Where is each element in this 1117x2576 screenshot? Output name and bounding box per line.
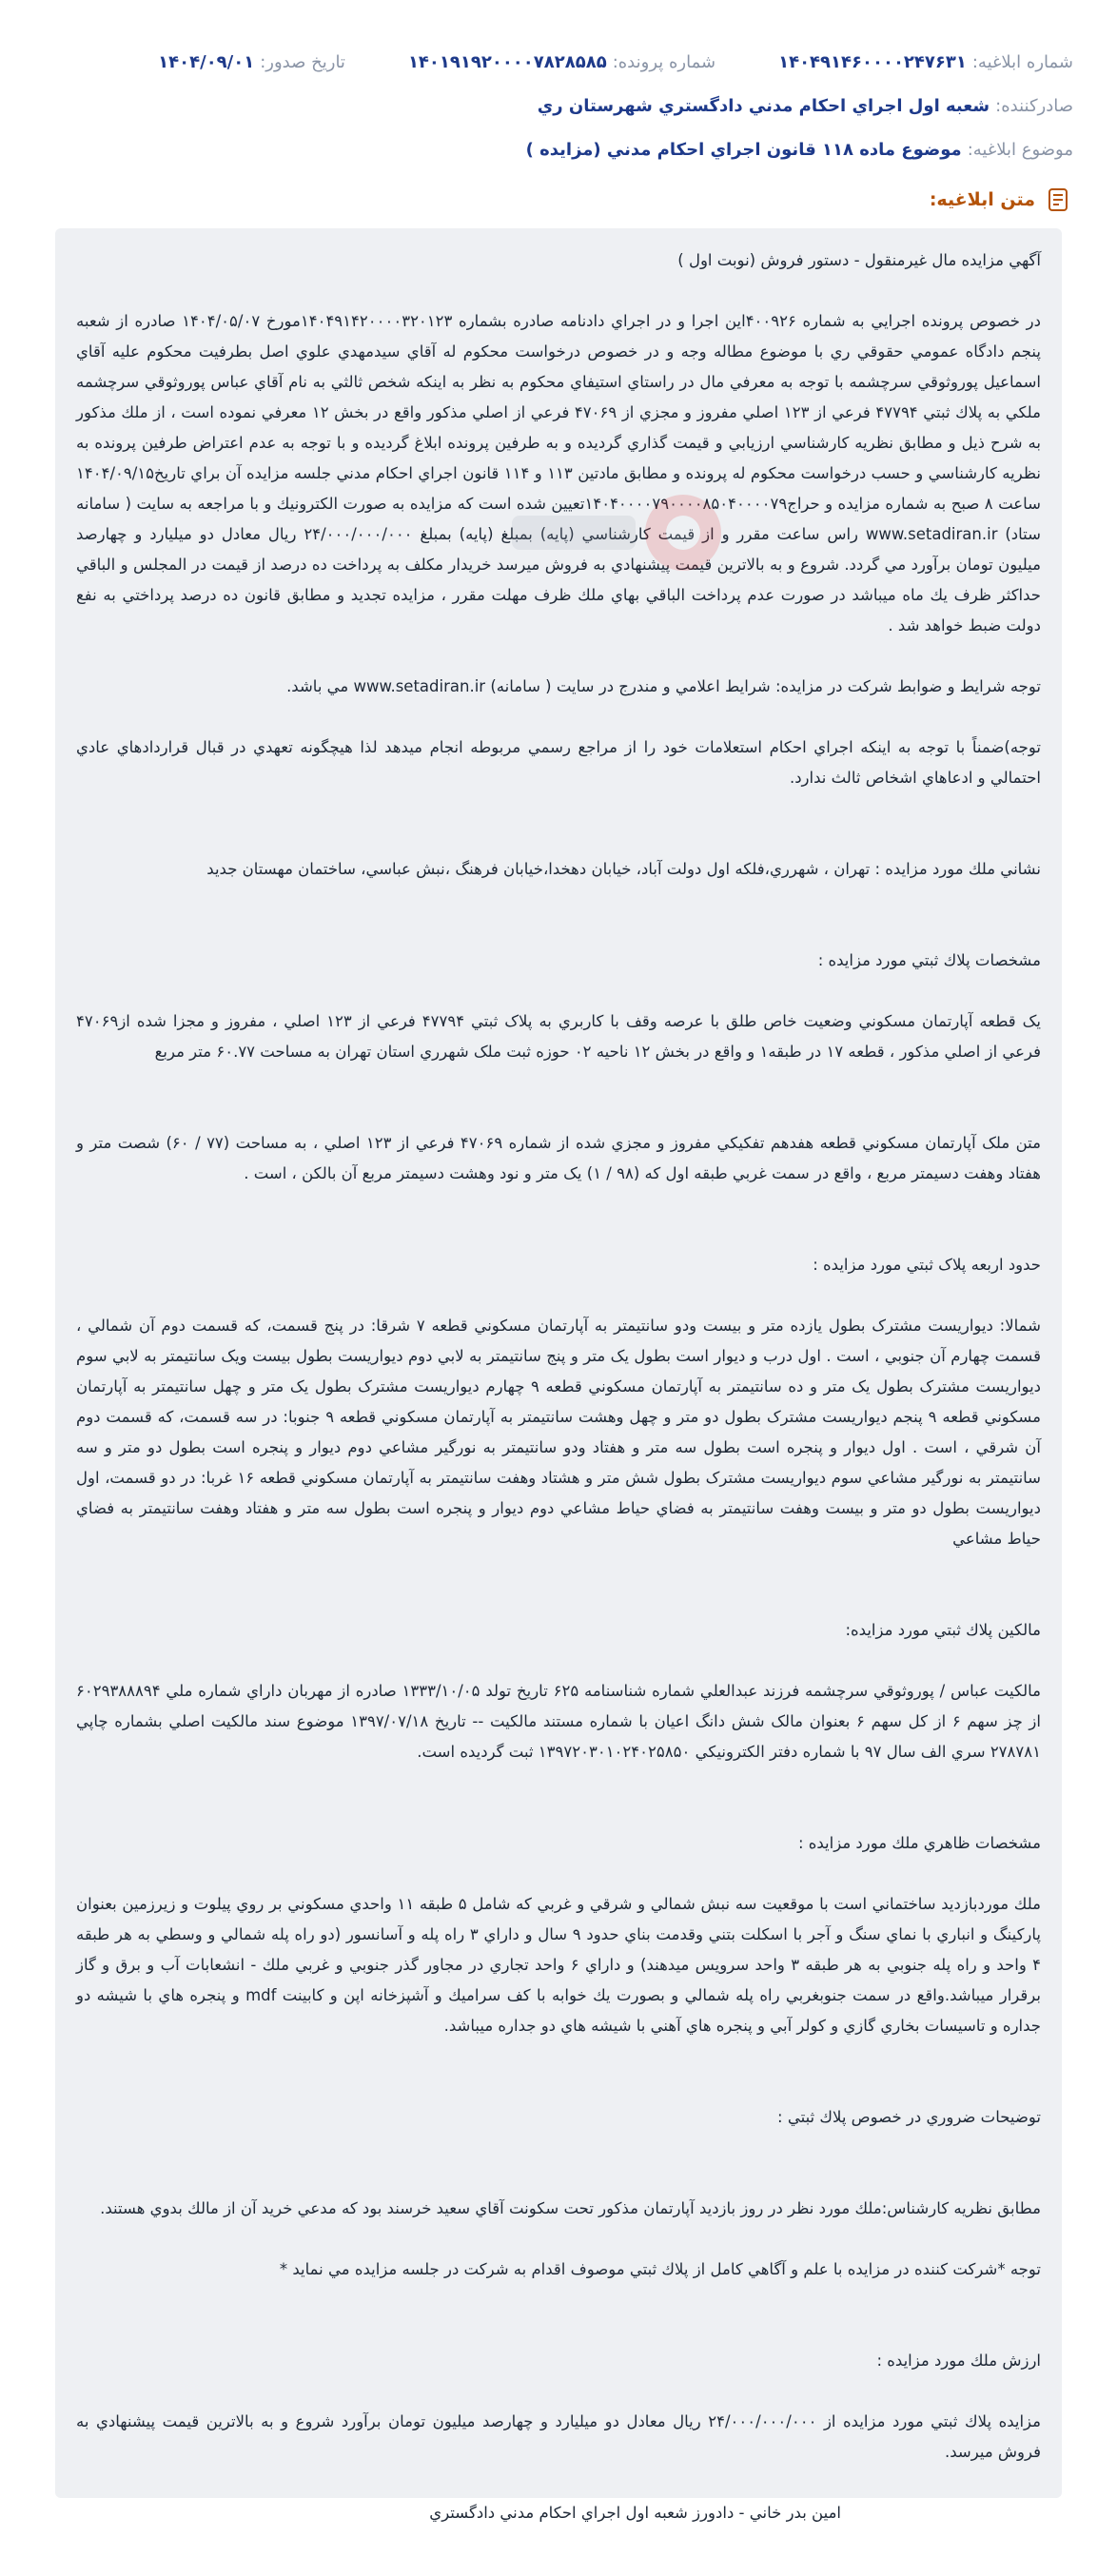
subject-label: موضوع ابلاغيه: xyxy=(967,140,1073,160)
section-title-text: متن ابلاغيه: xyxy=(929,189,1035,210)
notice-number-label: شماره ابلاغيه: xyxy=(971,52,1073,72)
value-text: مزايده پلاك ثبتي مورد مزايده از ۲۴/۰۰۰/۰۰۰/۰۰۰ ريال معادل دو ميليارد و چهارصد ميليون تومان برآورد شروع و به بالاترين قيمت پيشنهادي به فروش ميرسد. xyxy=(76,2412,1041,2461)
owners-heading: مالكين پلاك ثبتي مورد مزايده: xyxy=(845,1621,1041,1639)
value-heading: ارزش ملك مورد مزايده : xyxy=(876,2352,1041,2370)
notes-heading: توضيحات ضروري در خصوص پلاك ثبتي : xyxy=(777,2108,1041,2126)
issue-date-label: تاريخ صدور: xyxy=(260,52,345,72)
disclaimer-paragraph: توجه)ضمناً با توجه به اينكه اجراي احكام استعلامات خود را از مراجع رسمي مربوطه انجام ميدهد لذا هيچگونه تعهدي در قبال قراردادهاي عادي احتمالي و ادعاهاي اشخاص ثالث ندارد. xyxy=(76,738,1041,787)
header-row-issuer xyxy=(44,91,1073,122)
boundaries-heading: حدود اربعه پلاک ثبتي مورد مزايده : xyxy=(813,1256,1041,1274)
issuer-label: صادرکننده: xyxy=(995,96,1073,116)
subject-value: موضوع ماده ۱۱۸ قانون اجراي احكام مدني (مزايده ) xyxy=(525,140,962,160)
header-row-numbers xyxy=(44,48,1073,78)
case-number-field xyxy=(408,48,715,78)
issuer-value: شعبه اول اجراي احكام مدني دادگستري شهرستان ري xyxy=(537,96,990,116)
plate-specs-text: يک قطعه آپارتمان مسکوني وضعيت خاص طلق با عرصه وقف با کاربري به پلاک ثبتي ۴۷۷۹۴ فرعي از ۱۲۳ اصلي ، مفروز و مجزا شده از۴۷۰۶۹ فرعي از اصلي مذکور ، قطعه ۱۷ در طبقه۱ و واقع در بخش ۱۲ ناحيه ۰۲ حوزه ثبت ملک شهرري استان تهران به مساحت ۶۰.۷۷ متر مربع xyxy=(76,1012,1041,1061)
notice-body xyxy=(55,228,1062,2522)
notice-number-field xyxy=(778,48,1073,78)
expert-opinion-text: مطابق نظريه كارشناس:ملك مورد نظر در روز بازديد آپارتمان مذكور تحت سكونت آقاي سعيد خرسند بود كه مدعي خريد آن از مالك بدوي هستند. xyxy=(100,2199,1041,2217)
case-number-label: شماره پرونده: xyxy=(612,52,716,72)
section-title xyxy=(930,186,1071,213)
header-row-subject xyxy=(44,135,1073,166)
auction-heading: آگهي مزايده مال غيرمنقول - دستور فروش (نوبت اول ) xyxy=(677,251,1041,269)
boundaries-text: شمالا: ديواريست مشترک بطول يازده متر و بيست ودو سانتيمتر به آپارتمان مسکوني قطعه ۷ شرقا: در پنج قسمت، که قسمت دوم آن شمالي ، قسمت چهارم آن جنوبي ، است . اول درب و ديوار است بطول يک متر و پنج سانتيمتر به لابي دوم ديواريست بطول بيست ويک سانتيمتر به لابي سوم ديواريست مشترک بطول يک متر و ده سانتيمتر به آپارتمان مسکوني قطعه ۹ چهارم ديواريست مشترک بطول يک متر و چهل سانتيمتر به آپارتمان مسکوني قطعه ۹ پنجم ديواريست مشترک بطول دو متر و چهل وهشت سانتيمتر به آپارتمان مسکوني قطعه ۹ جنوبا: در سه قسمت، که قسمت دوم آن شرقي ، است . اول ديوار و پنجره است بطول سه متر و هفتاد ودو سانتيمتر به نورگير مشاعي دوم ديوار و پنجره است بطول دو متر و سه سانتيمتر به نورگير مشاعي سوم ديواريست مشترک بطول شش متر و هشتاد وهفت سانتيمتر به آپارتمان مسکوني قطعه ۱۶ غربا: در دو قسمت، اول ديواريست بطول دو متر و بيست وهفت سانتيمتر به فضاي حياط مشاعي دوم ديوار و پنجره است بطول سه متر و هفتاد وهفت سانتيمتر به فضاي حياط مشاعي xyxy=(76,1317,1042,1548)
property-deed-text: متن ملک آپارتمان مسکوني قطعه هفدهم تفکيکي مفروز و مجزي شده از شماره ۴۷۰۶۹ فرعي از ۱۲۳ اصلي ، به مساحت (۷۷ / ۶۰) شصت متر و هفتاد وهفت دسيمتر مربع ، واقع در سمت غربي طبقه اول که (۹۸ / ۱) يک متر و نود وهشت دسيمتر مربع آن بالکن ، است . xyxy=(76,1134,1041,1182)
plate-specs-heading: مشخصات پلاك ثبتي مورد مزايده : xyxy=(817,951,1041,969)
case-details-paragraph: در خصوص پرونده اجرايي به شماره ۴۰۰۹۲۶اين اجرا و در اجراي دادنامه صادره بشماره ۱۴۰۴۹۱۴۲۰۰۰۰۳۲۰۱۲۳مورخ ۱۴۰۴/۰۵/۰۷ صادره از شعبه پنجم دادگاه عمومي حقوقي ري با موضوع مطاله وجه و در خصوص درخواست محكوم له آقاي سيدمهدي علوي اصل بطرفيت محكوم عليه آقاي اسماعيل پوروثوقي سرچشمه با توجه به معرفي مال در راستاي استيفاي محكوم به نظر به اينكه شخص ثالثي به نام آقاي عباس پوروثوقي سرچشمه ملكي به پلاك ثبتي ۴۷۷۹۴ فرعي از ۱۲۳ اصلي مفروز و مجزي از ۴۷۰۶۹ فرعي از اصلي مذكور واقع در بخش ۱۲ معرفي نموده است ، از ملك مذكور به شرح ذيل و مطابق نظريه كارشناسي ارزيابي و قيمت گذاري گرديده و به طرفين پرونده ابلاغ گرديده و با توجه به عدم اعتراض طرفين پرونده به نظريه كارشناسي و حسب درخواست محكوم له پرونده و مطابق مادتين ۱۱۳ و ۱۱۴ قانون اجراي احكام مدني جلسه مزايده آن براي تاريخ۱۴۰۴/۰۹/۱۵ ساعت ۸ صبح به شماره مزايده و حراج۱۴۰۴۰۰۰۰۷۹۰۰۰۰۸۵۰۴۰۰۰۰۷۹تعيين شده است كه مزايده به صورت الكترونيك و با مراجعه به سايت ( سامانه ستاد) www.setadiran.ir راس ساعت مقرر و از قيمت كارشناسي (پايه) بمبلغ (پايه) بمبلغ ۲۴/۰۰۰/۰۰۰/۰۰۰ ريال معادل دو ميليارد و چهارصد ميليون تومان برآورد مي گردد. شروع و به بالاترين قيمت پيشنهادي به فروش ميرسد خريدار مكلف به پرداخت ده درصد از قيمت در المجلس و الباقي حداكثر ظرف يك ماه ميباشد در صورت عدم پرداخت الباقي بهاي ملك ظرف مهلت مقرر ، مزايده تجديد و مطابق قانون ده درصد پرداختي به نفع دولت ضبط خواهد شد . xyxy=(76,312,1041,634)
property-address: نشاني ملك مورد مزايده : تهران ، شهرري،فلكه اول دولت آباد، خيابان دهخدا،خيابان فرهنگ ،نبش عباسي، ساختمان مهستان جديد xyxy=(206,860,1041,878)
document-icon xyxy=(1045,186,1071,213)
appearance-heading: مشخصات ظاهري ملك مورد مزايده : xyxy=(797,1834,1041,1852)
participant-note: توجه *شركت كننده در مزايده با علم و آگاهي كامل از پلاك ثبتي موصوف اقدام به شركت در جلسه مزايده مي نمايد * xyxy=(279,2260,1041,2278)
conditions-paragraph: توجه شرايط و ضوابط شركت در مزايده: شرايط اعلامي و مندرج در سايت ( سامانه) www.setadiran.ir مي باشد. xyxy=(286,677,1041,695)
notice-number-value: ۱۴۰۴۹۱۴۶۰۰۰۰۲۴۷۶۳۱ xyxy=(778,52,967,72)
issue-date-field xyxy=(158,48,345,78)
owners-text: مالکيت عباس / پوروثوقي سرچشمه فرزند عبدالعلي شماره شناسنامه ۶۲۵ تاريخ تولد ۱۳۳۳/۱۰/۰۵ صادره از مهربان داراي شماره ملي ۶۰۲۹۳۸۸۸۹۴ از چز سهم ۶ از کل سهم ۶ بعنوان مالک شش دانگ اعيان با شماره مستند مالکيت -- تاريخ ۱۳۹۷/۰۷/۱۸ موضوع سند مالکيت اصلي بشماره چاپي ۲۷۸۷۸۱ سري الف سال ۹۷ با شماره دفتر الکترونيکي ۱۳۹۷۲۰۳۰۱۰۲۴۰۲۵۸۵۰ ثبت گرديده است. xyxy=(76,1682,1041,1761)
notice-header xyxy=(44,48,1073,179)
signer: امين بدر خاني - دادورز شعبه اول اجراي احكام مدني دادگستري xyxy=(429,2504,841,2522)
appearance-text: ملك موردبازديد ساختماني است با موقعيت سه نبش شمالي و شرقي و غربي كه شامل ۵ طبقه ۱۱ واحدي مسكوني بر روي پيلوت و زيرزمين بعنوان پاركينگ و انباري با نماي سنگ و آجر با اسكلت بتني وقدمت بناي حدود ۹ سال و داراي ۳ راه پله و آسانسور (دو راه پله شمالي و وسطي به هر طبقه ۴ واحد و راه پله جنوبي به هر طبقه ۳ واحد سرويس ميدهند) و داراي ۶ واحد تجاري در مجاور گذر جنوبي و غربي ملك - انشعابات آب و برق و گاز برقرار ميباشد.واقع در سمت جنوبغربي راه پله شمالي و بصورت يك خوابه با كف سراميك و آشپزخانه اپن و كابينت mdf و پنجره هاي با شيشه دو جداره و تاسيسات بخاري گازي و كولر آبي و پنجره هاي آهني با شيشه هاي دو جداره ميباشد. xyxy=(76,1895,1042,2035)
case-number-value: ۱۴۰۱۹۱۹۲۰۰۰۰۷۸۲۸۵۸۵ xyxy=(407,52,607,72)
issue-date-value: ۱۴۰۴/۰۹/۰۱ xyxy=(158,52,255,72)
